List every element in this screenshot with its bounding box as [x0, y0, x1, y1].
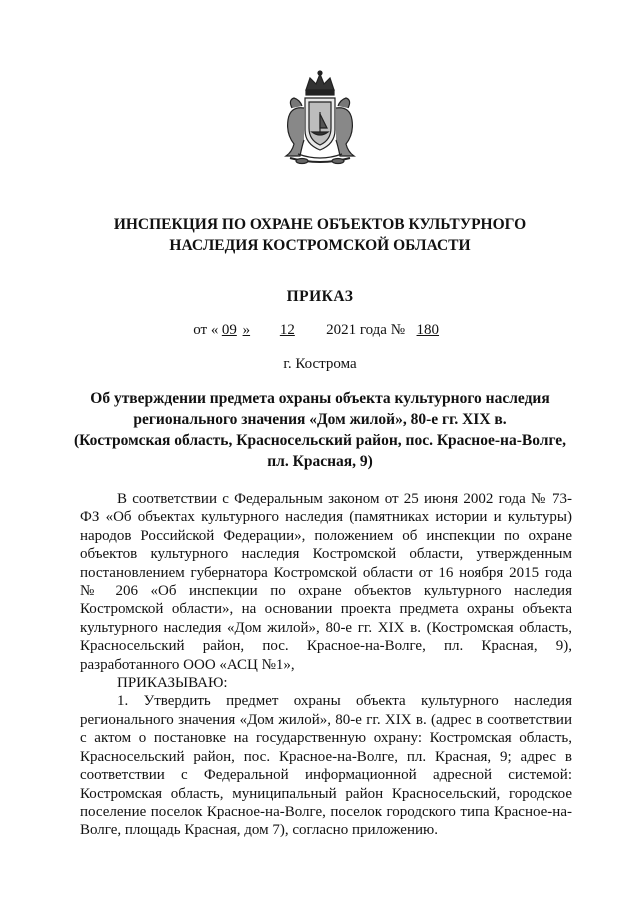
order-subject	[0, 388, 640, 472]
coat-of-arms-icon	[272, 68, 368, 168]
agency-line-1: ИНСПЕКЦИЯ ПО ОХРАНЕ ОБЪЕКТОВ КУЛЬТУРНОГО	[113, 216, 527, 233]
order-number: 180	[416, 322, 440, 338]
subject-line-4: пл. Красная, 9)	[267, 453, 373, 470]
order-year-text: 2021 года №	[326, 322, 406, 338]
agency-name	[0, 214, 640, 256]
directive-word: ПРИКАЗЫВАЮ:	[117, 675, 228, 692]
order-day: 09	[221, 322, 237, 338]
item-1-paragraph: 1. Утвердить предмет охраны объекта культурного наследия регионального значения «Дом жилой», 80-е гг. XIX в. (адрес в соответствии с актом о постановке на государственную охрану: Костромская область, Красносельский район, пос. Красное-на-Волге, пл. Красная, 9; адрес в соответствии с Федеральной информационной адресной системой: Костромская область, муниципальный район Красносельский, городское поселение поселок Красное-на-Волге, поселок городского типа Красное-на-Волге, площадь Красная, дом 7), согласно приложению.	[80, 693, 572, 839]
order-date-number	[0, 322, 640, 339]
place-of-issue: г. Кострома	[283, 356, 357, 372]
order-month: 12	[279, 322, 295, 338]
order-body	[80, 490, 572, 840]
subject-line-1: Об утверждении предмета охраны объекта культурного наследия	[90, 390, 550, 407]
order-quote-close: »	[242, 322, 251, 338]
agency-line-2: НАСЛЕДИЯ КОСТРОМСКОЙ ОБЛАСТИ	[169, 237, 471, 254]
document-type: ПРИКАЗ	[286, 288, 354, 305]
order-prefix: от «	[193, 322, 219, 338]
subject-line-2: регионального значения «Дом жилой», 80-е гг. XIX в.	[133, 411, 507, 428]
preamble-paragraph: В соответствии с Федеральным законом от 25 июня 2002 года № 73-ФЗ «Об объектах культурного наследия (памятниках истории и культуры) народов Российской Федерации», положением об инспекции по охране объектов культурного наследия Костромской области, утвержденным постановлением губернатора Костромской области от 16 ноября 2015 года № 206 «Об инспекции по охране объектов культурного наследия Костромской области», на основании проекта предмета охраны объекта культурного наследия «Дом жилой», 80-е гг. XIX в. (Костромская область, Красносельский район, пос. Красное-на-Волге, пл. Красная, 9), разработанного ООО «АСЦ №1»,	[80, 491, 572, 673]
subject-line-3: (Костромская область, Красносельский район, пос. Красное-на-Волге,	[73, 432, 567, 449]
